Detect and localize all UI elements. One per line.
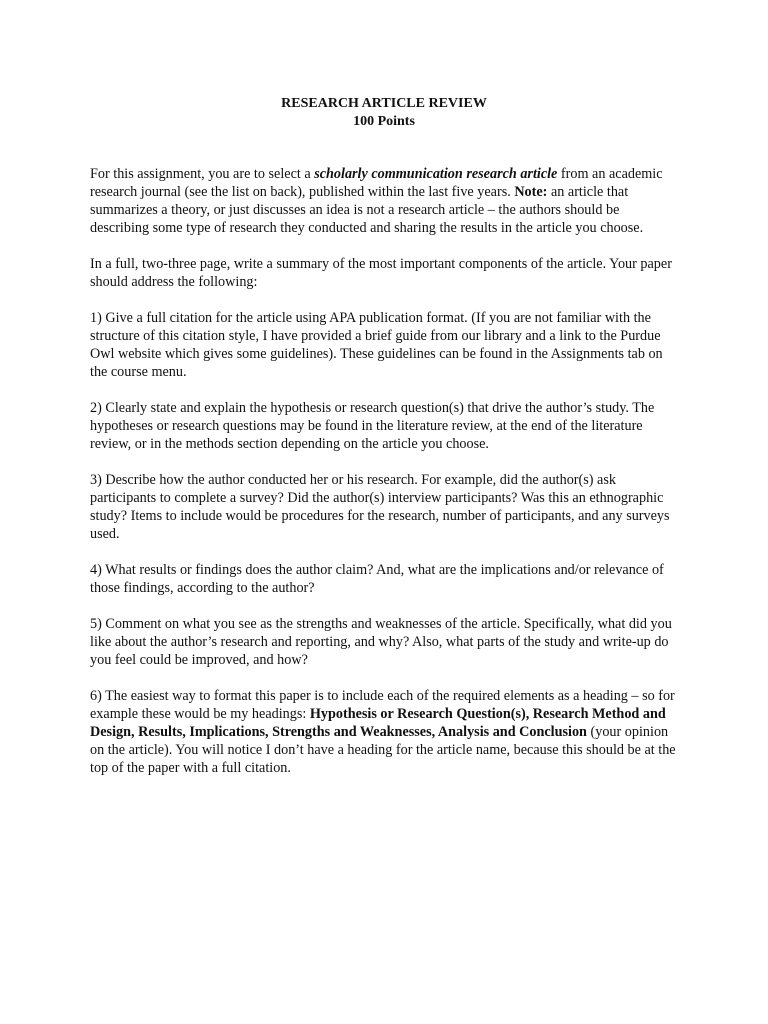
- intro-text-3: an article that summarizes a theory, or just discusses an idea is not a research article – the authors should be describing some type of research they conducted and sharing the results in the article you choose.: [90, 184, 644, 236]
- headings-list: Hypothesis or Research Question(s), Research Method and Design, Results, Implications, Strengths and Weaknesses, Analysis and Conclusion: [90, 706, 666, 740]
- note-label: Note:: [514, 184, 548, 200]
- item-4-paragraph: 4) What results or findings does the author claim? And, what are the implications and/or relevance of those findings, according to the author?: [90, 562, 664, 596]
- intro-paragraph: [90, 165, 680, 237]
- summary-paragraph: In a full, two-three page, write a summary of the most important components of the article. Your paper should address the following:: [90, 256, 672, 290]
- item-3-paragraph: 3) Describe how the author conducted her or his research. For example, did the author(s) ask participants to complete a survey? Did the author(s) interview participants? Was this an ethnographic study? Items to include would be procedures for the research, number of participants, and any surveys used.: [90, 472, 670, 542]
- intro-emphasis: scholarly communication research article: [314, 166, 558, 182]
- intro-text-2: from an academic research journal (see the list on back), published within the last five years.: [90, 166, 663, 200]
- item-6-text-1: 6) The easiest way to format this paper is to include each of the required elements as a heading – so for example these would be my headings:: [90, 688, 675, 722]
- item-5-paragraph: 5) Comment on what you see as the strengths and weaknesses of the article. Specifically, what did you like about the author’s research and reporting, and why? Also, what parts of the study and write-up do you feel could be improved, and how?: [90, 616, 672, 668]
- item-1-paragraph: 1) Give a full citation for the article using APA publication format. (If you are not familiar with the structure of this citation style, I have provided a brief guide from our library and a link to the Purdue Owl website which gives some guidelines). These guidelines can be found in the Assignments tab on the course menu.: [90, 310, 663, 380]
- item-6-text-2: (your opinion on the article). You will notice I don’t have a heading for the article name, because this should be at the top of the paper with a full citation.: [90, 724, 676, 776]
- item-6-paragraph: [90, 687, 680, 777]
- document-body: [90, 165, 680, 795]
- points-label: 100 Points: [353, 114, 415, 129]
- item-2-paragraph: 2) Clearly state and explain the hypothesis or research question(s) that drive the author’s study. The hypotheses or research questions may be found in the literature review, at the end of the literature review, or in the methods section depending on the article you choose.: [90, 400, 655, 452]
- intro-text-1: For this assignment, you are to select a: [90, 166, 315, 182]
- document-header: [0, 95, 768, 131]
- document-title: RESEARCH ARTICLE REVIEW: [281, 96, 487, 111]
